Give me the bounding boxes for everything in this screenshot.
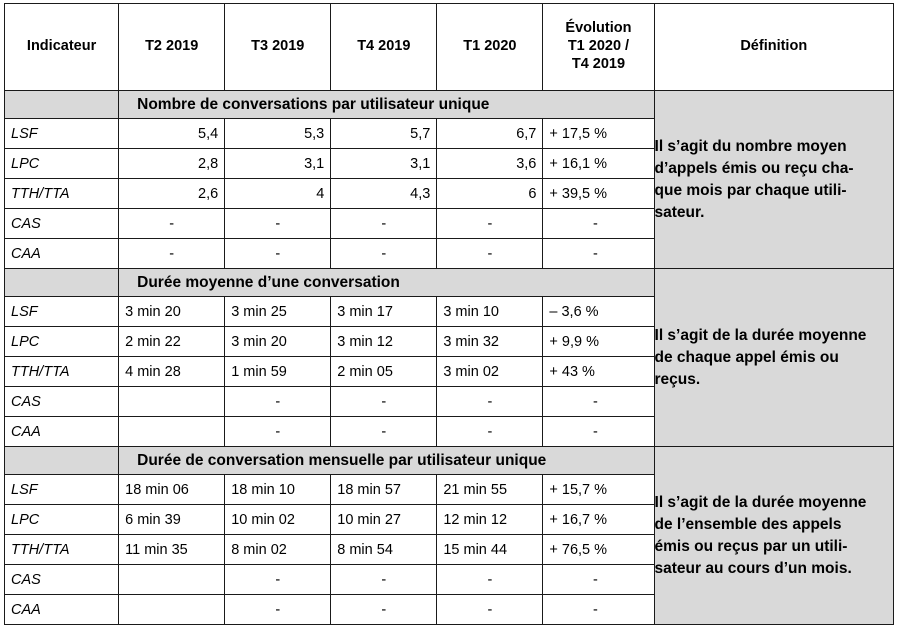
row-indicator: CAS [5, 565, 119, 595]
evolution-header-line: Évolution [565, 20, 632, 37]
row-value: - [331, 595, 437, 625]
evolution-header-line: T4 2019 [571, 55, 626, 72]
row-indicator: LSF [5, 119, 119, 149]
row-value: 6 [437, 179, 543, 209]
row-evolution: + 9,9 % [543, 327, 654, 357]
definition-line: Il s’agit du nombre moyen [654, 137, 847, 155]
section-definition [654, 269, 893, 447]
row-value: 6 min 39 [119, 505, 225, 535]
section-indicator-spacer [5, 91, 119, 119]
row-evolution: - [543, 387, 654, 417]
row-value: 10 min 27 [331, 505, 437, 535]
definition-line: sateur au cours d’un mois. [654, 559, 852, 577]
row-value: - [225, 239, 331, 269]
row-value: - [119, 239, 225, 269]
row-value: 3 min 20 [225, 327, 331, 357]
row-evolution: + 39,5 % [543, 179, 654, 209]
section-definition [654, 91, 893, 269]
column-header-definition: Définition [654, 4, 893, 91]
row-value: 3 min 32 [437, 327, 543, 357]
row-value: 4,3 [331, 179, 437, 209]
row-value: 1 min 59 [225, 357, 331, 387]
row-value: 5,4 [119, 119, 225, 149]
section-header-row [5, 91, 894, 119]
row-value [119, 565, 225, 595]
row-value: 3,1 [225, 149, 331, 179]
row-value: - [331, 387, 437, 417]
row-value: - [225, 565, 331, 595]
row-value: 3 min 20 [119, 297, 225, 327]
evolution-header-line: T1 2020 / [567, 38, 630, 55]
section-header-row [5, 447, 894, 475]
row-indicator: CAA [5, 595, 119, 625]
row-value: - [331, 209, 437, 239]
row-value: - [225, 595, 331, 625]
row-value: 8 min 54 [331, 535, 437, 565]
column-header-t1-2020: T1 2020 [437, 4, 543, 91]
header-row [5, 4, 894, 91]
row-evolution: – 3,6 % [543, 297, 654, 327]
column-header-t4-2019: T4 2019 [331, 4, 437, 91]
row-value: 18 min 06 [119, 475, 225, 505]
statistics-table [4, 3, 894, 625]
row-value: 2 min 05 [331, 357, 437, 387]
row-indicator: CAA [5, 417, 119, 447]
section-title [119, 91, 654, 119]
section-definition [654, 447, 893, 625]
row-indicator: LPC [5, 149, 119, 179]
row-value: - [437, 565, 543, 595]
row-value: 21 min 55 [437, 475, 543, 505]
definition-line: sateur. [654, 203, 705, 221]
row-value [119, 417, 225, 447]
row-value: 3 min 02 [437, 357, 543, 387]
row-value: 11 min 35 [119, 535, 225, 565]
section-title-label: Nombre de conversations par utilisateur unique [137, 95, 490, 113]
row-value: - [437, 387, 543, 417]
row-indicator: TTH/TTA [5, 179, 119, 209]
row-value: - [225, 209, 331, 239]
row-value: - [331, 239, 437, 269]
row-evolution: + 16,1 % [543, 149, 654, 179]
row-value: - [119, 209, 225, 239]
row-value: 3,6 [437, 149, 543, 179]
row-value: - [437, 595, 543, 625]
row-value [119, 595, 225, 625]
definition-line: Il s’agit de la durée moyenne [654, 326, 867, 344]
definition-line: reçus. [654, 370, 701, 388]
row-value: 2,8 [119, 149, 225, 179]
row-evolution: + 76,5 % [543, 535, 654, 565]
row-evolution: + 17,5 % [543, 119, 654, 149]
row-indicator: TTH/TTA [5, 357, 119, 387]
section-indicator-spacer [5, 269, 119, 297]
definition-line: émis ou reçus par un utili- [654, 537, 848, 555]
row-value: 5,7 [331, 119, 437, 149]
row-evolution: + 16,7 % [543, 505, 654, 535]
definition-line: de l’ensemble des appels [654, 515, 842, 533]
row-value: - [437, 239, 543, 269]
row-value: 3 min 25 [225, 297, 331, 327]
definition-line: d’appels émis ou reçu cha- [654, 159, 854, 177]
row-value: 15 min 44 [437, 535, 543, 565]
row-value: 3 min 17 [331, 297, 437, 327]
row-evolution: - [543, 417, 654, 447]
section-title [119, 269, 654, 297]
row-value: 6,7 [437, 119, 543, 149]
definition-line: Il s’agit de la durée moyenne [654, 493, 867, 511]
row-value: 18 min 57 [331, 475, 437, 505]
row-indicator: LPC [5, 327, 119, 357]
row-value: 10 min 02 [225, 505, 331, 535]
column-header-t2-2019: T2 2019 [119, 4, 225, 91]
row-value: 4 min 28 [119, 357, 225, 387]
row-evolution: + 15,7 % [543, 475, 654, 505]
row-evolution: + 43 % [543, 357, 654, 387]
row-evolution: - [543, 565, 654, 595]
row-value: 8 min 02 [225, 535, 331, 565]
table-header [5, 4, 894, 91]
row-value: - [331, 417, 437, 447]
column-header-t3-2019: T3 2019 [225, 4, 331, 91]
row-value: 3 min 10 [437, 297, 543, 327]
row-value: - [225, 417, 331, 447]
row-value [119, 387, 225, 417]
row-value: 2,6 [119, 179, 225, 209]
row-value: 4 [225, 179, 331, 209]
row-value: - [331, 565, 437, 595]
row-value: 3,1 [331, 149, 437, 179]
row-value: 18 min 10 [225, 475, 331, 505]
row-value: - [437, 417, 543, 447]
definition-line: de chaque appel émis ou [654, 348, 839, 366]
row-indicator: LSF [5, 297, 119, 327]
row-evolution: - [543, 239, 654, 269]
row-indicator: LPC [5, 505, 119, 535]
row-value: 3 min 12 [331, 327, 437, 357]
row-indicator: CAS [5, 387, 119, 417]
row-evolution: - [543, 209, 654, 239]
column-header-evolution [543, 4, 654, 91]
section-title [119, 447, 654, 475]
row-indicator: TTH/TTA [5, 535, 119, 565]
section-title-label: Durée moyenne d’une conversation [137, 273, 400, 291]
row-indicator: LSF [5, 475, 119, 505]
row-indicator: CAA [5, 239, 119, 269]
section-header-row [5, 269, 894, 297]
row-value: - [437, 209, 543, 239]
row-value: - [225, 387, 331, 417]
row-indicator: CAS [5, 209, 119, 239]
section-title-label: Durée de conversation mensuelle par utilisateur unique [137, 451, 547, 469]
row-value: 2 min 22 [119, 327, 225, 357]
definition-line: que mois par chaque utili- [654, 181, 847, 199]
row-evolution: - [543, 595, 654, 625]
row-value: 5,3 [225, 119, 331, 149]
row-value: 12 min 12 [437, 505, 543, 535]
section-indicator-spacer [5, 447, 119, 475]
table-body [5, 91, 894, 625]
column-header-indicator: Indicateur [5, 4, 119, 91]
